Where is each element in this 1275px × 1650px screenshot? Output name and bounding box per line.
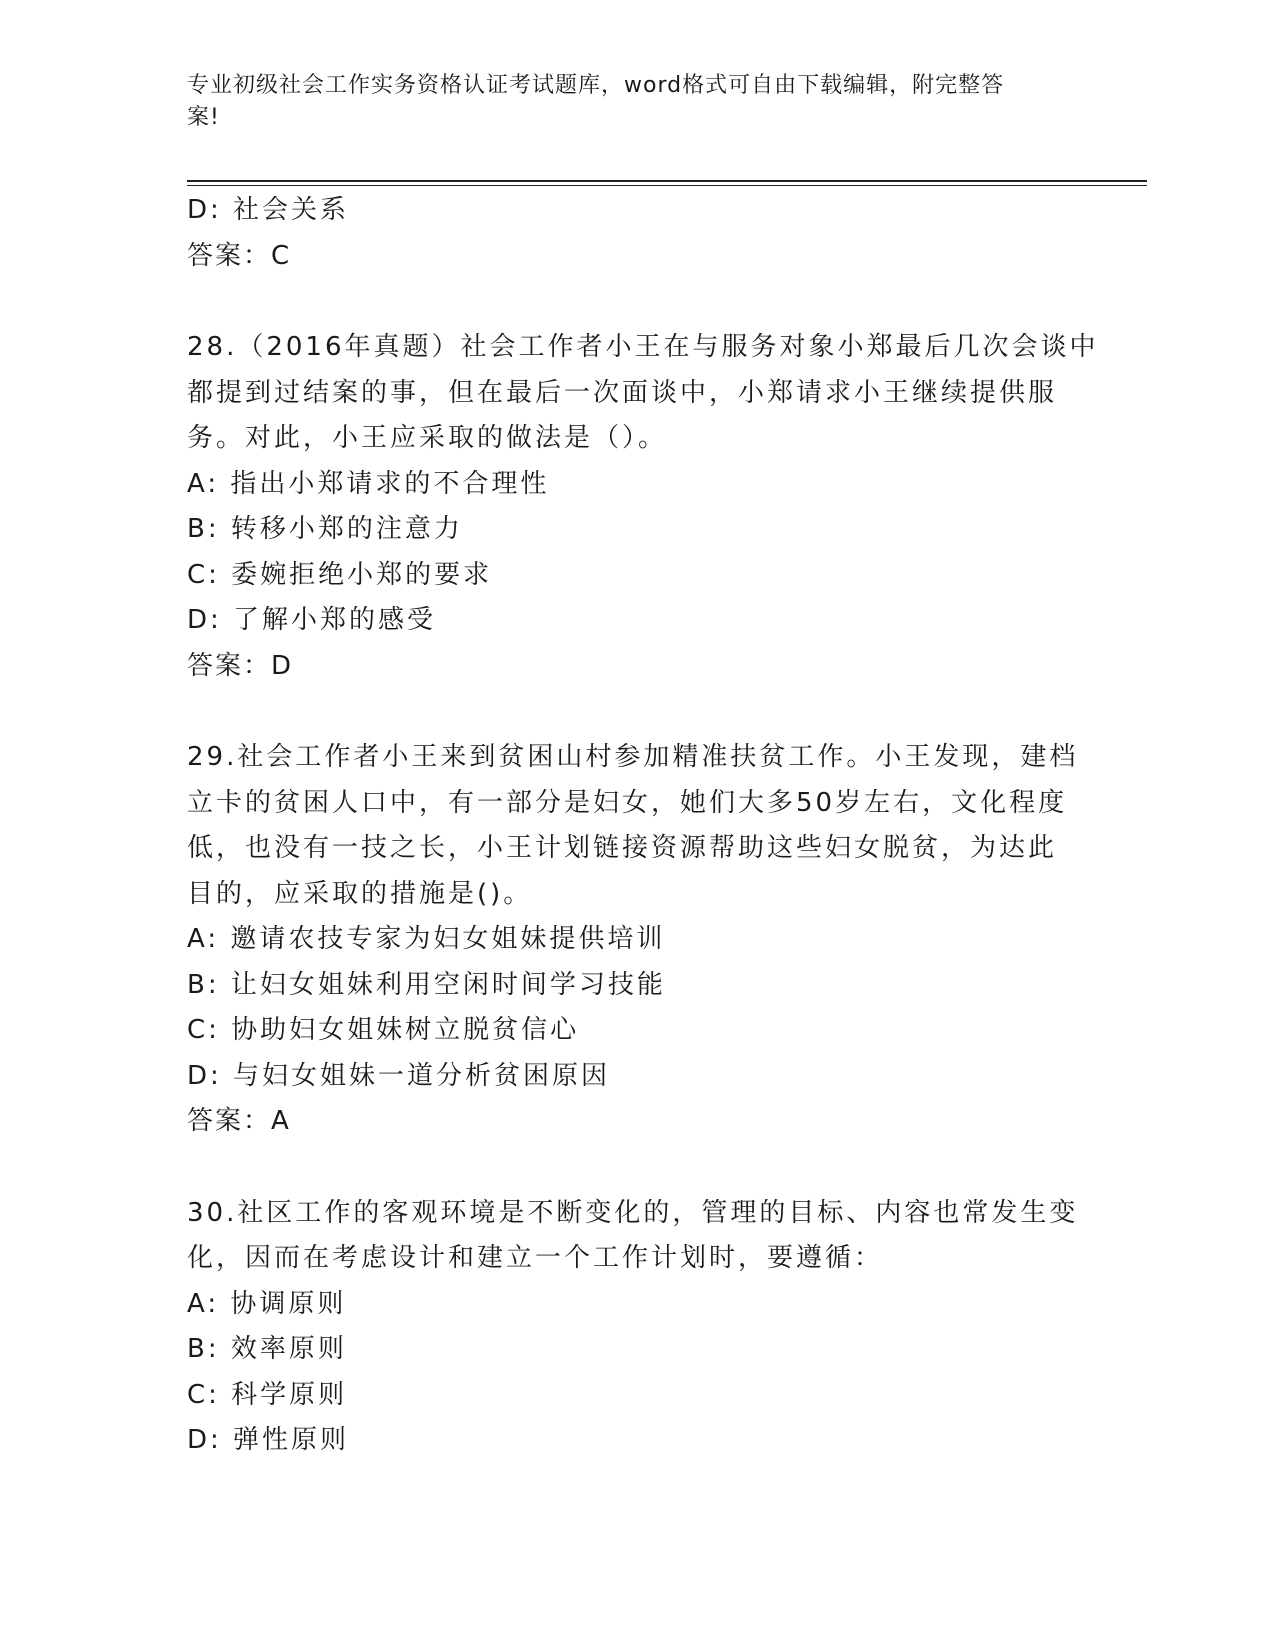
option-b: B: 效率原则	[187, 1334, 347, 1364]
question-28	[187, 325, 1099, 689]
option-a: A: 协调原则	[187, 1288, 347, 1319]
answer: 答案：D	[187, 650, 294, 681]
previous-question-tail	[187, 188, 1087, 279]
header-divider-thin	[187, 185, 1147, 186]
question-text-line: 低，也没有一技之长，小王计划链接资源帮助这些妇女脱贫，为达此	[187, 833, 1058, 863]
answer: 答案：A	[187, 1106, 291, 1136]
question-text-line: 都提到过结案的事，但在最后一次面谈中，小郑请求小王继续提供服	[187, 377, 1058, 408]
question-text-line: 30.社区工作的客观环境是不断变化的，管理的目标、内容也常发生变	[187, 1197, 1079, 1228]
question-text-line: 29.社会工作者小王来到贫困山村参加精准扶贫工作。小王发现，建档	[187, 742, 1079, 772]
question-text-line: 化，因而在考虑设计和建立一个工作计划时，要遵循：	[187, 1243, 884, 1273]
header-line-2: 案!	[187, 105, 220, 130]
question-text-line: 务。对此，小王应采取的做法是（）。	[187, 423, 668, 453]
question-text-line: 立卡的贫困人口中，有一部分是妇女，她们大多50岁左右，文化程度	[187, 787, 1068, 818]
page-header	[187, 70, 1067, 134]
option-d: D: 了解小郑的感受	[187, 605, 437, 635]
option-a: A: 邀请农技专家为妇女姐妹提供培训	[187, 924, 666, 954]
answer: 答案：C	[187, 240, 292, 271]
question-text-line: 目的，应采取的措施是()。	[187, 878, 533, 909]
option-c: C: 协助妇女姐妹树立脱贫信心	[187, 1015, 580, 1045]
option-b: B: 转移小郑的注意力	[187, 514, 463, 544]
question-content	[187, 188, 1099, 1464]
option-d: D: 社会关系	[187, 195, 350, 225]
option-b: B: 让妇女姐妹利用空闲时间学习技能	[187, 969, 666, 1000]
option-c: C: 科学原则	[187, 1379, 348, 1410]
option-d: D: 弹性原则	[187, 1425, 350, 1455]
question-30	[187, 1191, 1087, 1464]
header-divider-thick	[187, 180, 1147, 182]
question-29	[187, 735, 1087, 1145]
option-d: D: 与妇女姐妹一道分析贫困原因	[187, 1060, 611, 1091]
option-c: C: 委婉拒绝小郑的要求	[187, 559, 493, 590]
header-line-1: 专业初级社会工作实务资格认证考试题库，word格式可自由下载编辑，附完整答	[187, 73, 1005, 98]
option-a: A: 指出小郑请求的不合理性	[187, 468, 550, 499]
question-text-line: 28.（2016年真题）社会工作者小王在与服务对象小郑最后几次会谈中	[187, 332, 1099, 362]
